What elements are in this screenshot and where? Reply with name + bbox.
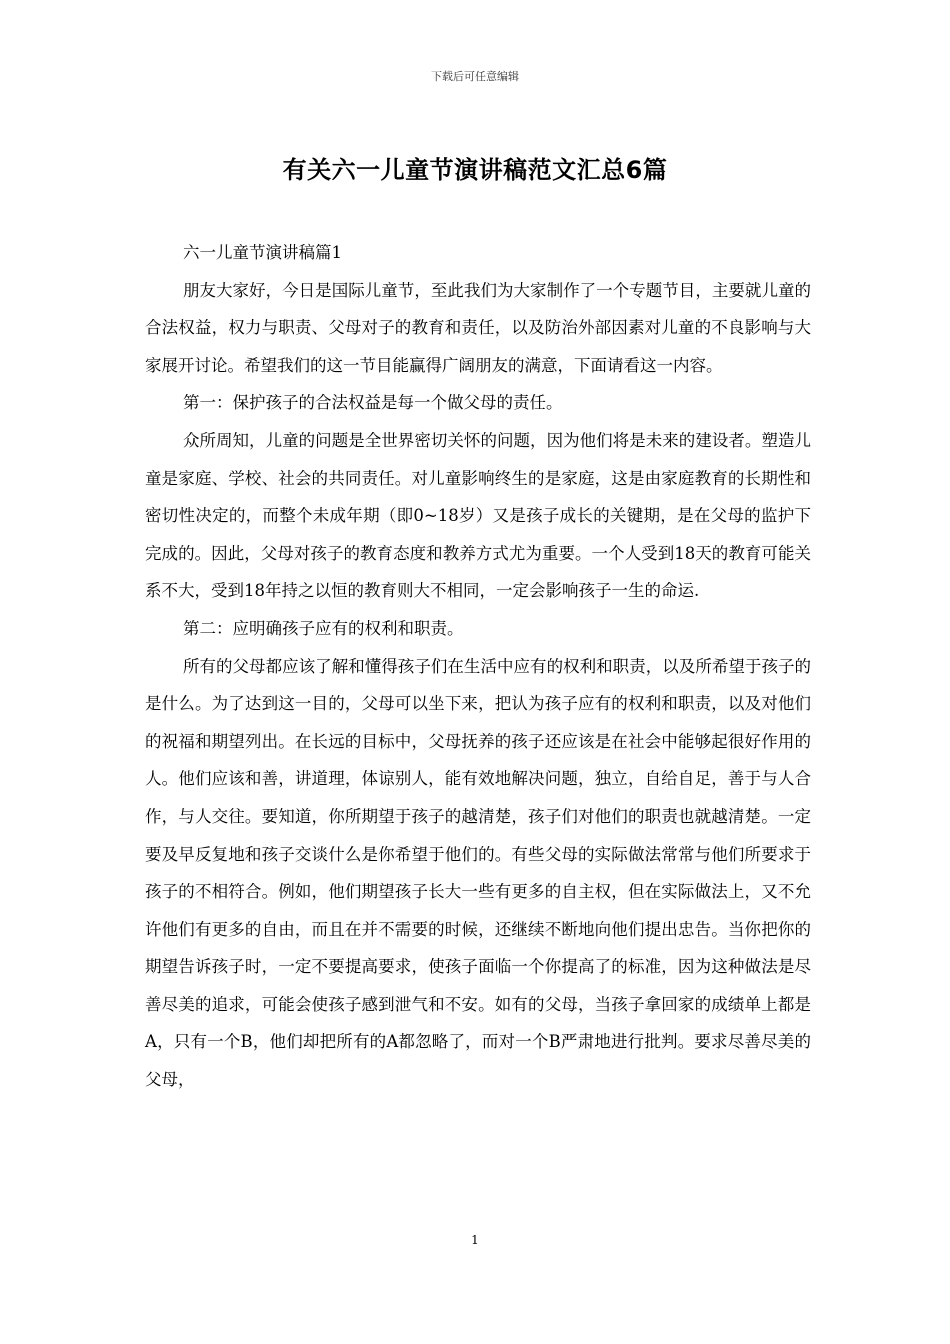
paragraph: 朋友大家好，今日是国际儿童节，至此我们为大家制作了一个专题节目，主要就儿童的合法权益，权力与职责、父母对子的教育和责任，以及防治外部因素对儿童的不良影响与大家展开讨论。希望我们的这一节目能赢得广阔朋友的满意，下面请看这一内容。 [145,280,811,375]
paragraph-heading: 第一：保护孩子的合法权益是每一个做父母的责任。 [182,393,563,413]
section-heading: 六一儿童节演讲稿篇1 [182,243,342,262]
paragraph: 所有的父母都应该了解和懂得孩子们在生活中应有的权利和职责，以及所希望于孩子的是什么。为了达到这一目的，父母可以坐下来，把认为孩子应有的权利和职责，以及对他们的祝福和期望列出。在长远的目标中，父母抚养的孩子还应该是在社会中能够起很好作用的人。他们应该和善，讲道理，体谅别人，能有效地解决问题，独立，自给自足，善于与人合作，与人交往。要知道，你所期望于孩子的越清楚，孩子们对他们的职责也就越清楚。一定要及早反复地和孩子交谈什么是你希望于他们的。有些父母的实际做法常常与他们所要求于孩子的不相符合。例如，他们期望孩子长大一些有更多的自主权，但在实际做法上，又不允许他们有更多的自由，而且在并不需要的时候，还继续不断地向他们提出忠告。当你把你的期望告诉孩子时，一定不要提高要求，使孩子面临一个你提高了的标准，因为这种做法是尽善尽美的追求，可能会使孩子感到泄气和不安。如有的父母，当孩子拿回家的成绩单上都是A，只有一个B，他们却把所有的A都忽略了，而对一个B严肃地进行批判。要求尽善尽美的父母， [145,656,811,1090]
document-body [145,234,811,1099]
page-header: 下载后可任意编辑 [431,70,519,83]
document-title: 有关六一儿童节演讲稿范文汇总6篇 [282,156,668,184]
paragraph: 众所周知，儿童的问题是全世界密切关怀的问题，因为他们将是未来的建设者。塑造儿童是家庭、学校、社会的共同责任。对儿童影响终生的是家庭，这是由家庭教育的长期性和密切性决定的，而整个未成年期（即0~18岁）又是孩子成长的关键期，是在父母的监护下完成的。因此，父母对孩子的教育态度和教养方式尤为重要。一个人受到18天的教育可能关系不大，受到18年持之以恒的教育则大不相同，一定会影响孩子一生的命运. [145,430,811,601]
paragraph-heading: 第二：应明确孩子应有的权利和职责。 [182,618,464,638]
page-number: 1 [471,1233,479,1247]
